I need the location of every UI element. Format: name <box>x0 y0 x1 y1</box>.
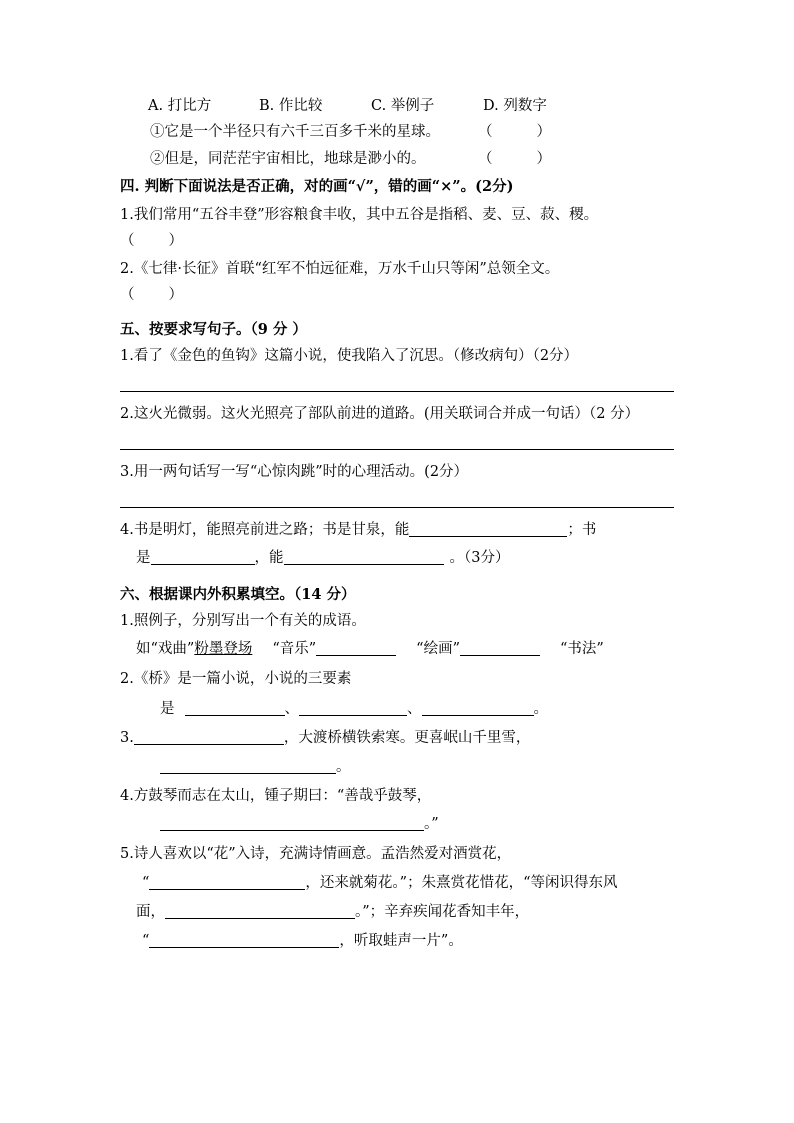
q6-item-5-text-c: 面， <box>136 904 165 920</box>
q5-item-3-text: 3.用一两句话写一写“心惊肉跳”时的心理活动。(2分） <box>120 464 469 480</box>
example-answer: 粉墨登场 <box>194 641 253 657</box>
q5-item-2-text: 2.这火光微弱。这火光照亮了部队前进的道路。(用关联词合并成一句话）（2 分） <box>120 406 640 422</box>
q6-item-3-line-2 <box>160 757 351 777</box>
q4-heading: 四. 判断下面说法是否正确，对的画“√”，错的画“×”。(2分) <box>120 178 514 195</box>
q5-item-4-line-2 <box>136 548 509 568</box>
q5-item-4-text-d: ，能 <box>254 550 284 566</box>
q6-item-4-text: 4.方鼓琴而志在太山，锺子期曰：“善哉乎鼓琴， <box>120 788 432 804</box>
fill-blank[interactable] <box>284 548 444 565</box>
fill-blank[interactable] <box>316 639 396 656</box>
q6-item-2-line-2 <box>160 699 548 719</box>
q6-item-1-text: 1.照例子，分别写出一个有关的成语。 <box>120 613 366 629</box>
q3-item-1-answer-paren[interactable] <box>478 122 551 142</box>
q6-item-3-num: 3. <box>120 730 134 746</box>
q6-item-1-examples <box>136 639 604 659</box>
fill-blank[interactable] <box>151 548 255 565</box>
separator: 、 <box>284 701 299 717</box>
q6-item-2-text-b: 是 <box>160 701 175 717</box>
q6-item-3-line-1 <box>120 728 530 748</box>
q3-item-1-text: ①它是一个半径只有六千三百多千米的星球。 <box>150 124 440 140</box>
q6-item-3-text: ，大渡桥横铁索寒。更喜岷山千里雪， <box>283 730 531 746</box>
answer-line-3[interactable] <box>120 507 674 508</box>
quote-open: “ <box>142 875 150 891</box>
fill-blank[interactable] <box>149 931 339 948</box>
q6-heading: 六、根据课内外积累填空。（14 分） <box>120 586 356 603</box>
q5-item-4-text-b: ；书 <box>567 522 597 538</box>
paren-open: （ <box>478 151 493 167</box>
q6-item-2-text: 2.《桥》是一篇小说，小说的三要素 <box>120 671 352 687</box>
paren-close: ） <box>536 124 551 140</box>
q5-item-4-line-1 <box>120 520 596 540</box>
option-d: D. 列数字 <box>483 98 547 114</box>
paren-close: ） <box>168 233 183 249</box>
q4-item-2-answer-paren[interactable] <box>120 285 183 305</box>
fill-blank[interactable] <box>409 520 567 537</box>
q4-item-1-text: 1.我们常用“五谷丰登”形容粮食丰收，其中五谷是指稻、麦、豆、菽、稷。 <box>120 207 599 223</box>
option-c: C. 举例子 <box>371 98 435 114</box>
fill-blank[interactable] <box>160 757 336 774</box>
separator: 、 <box>407 701 422 717</box>
paren-open: （ <box>120 233 135 249</box>
q6-item-5-text-d: 。”；辛弃疾闻花香知丰年， <box>355 904 530 920</box>
paren-open: （ <box>120 287 135 303</box>
fill-blank[interactable] <box>149 873 305 890</box>
quote-end: 。” <box>424 816 439 832</box>
q3-item-2-answer-paren[interactable] <box>478 149 551 169</box>
paren-open: （ <box>478 124 493 140</box>
q3-item-2-text: ②但是，同茫茫宇宙相比，地球是渺小的。 <box>150 151 426 167</box>
q5-item-4-text-e: 。（3分） <box>449 550 510 566</box>
q5-heading: 五、按要求写句子。（9 分 ） <box>120 321 307 338</box>
fill-blank[interactable] <box>422 699 534 716</box>
example-word: 如“戏曲” <box>136 641 195 657</box>
paren-close: ） <box>168 287 183 303</box>
option-b: B. 作比较 <box>259 98 323 114</box>
fill-blank[interactable] <box>160 814 424 831</box>
q6-item-5-line-4 <box>142 931 463 951</box>
fill-blank[interactable] <box>134 728 284 745</box>
word-calligraphy: “书法” <box>559 641 604 657</box>
q5-item-4-text-c: 是 <box>136 550 151 566</box>
fill-blank[interactable] <box>299 699 407 716</box>
fill-blank[interactable] <box>185 699 285 716</box>
quote-open: “ <box>142 933 150 949</box>
word-painting: “绘画” <box>416 641 460 657</box>
q4-item-1-answer-paren[interactable] <box>120 231 183 251</box>
q6-item-5-line-3 <box>136 902 529 922</box>
q6-item-4-line-2 <box>160 814 439 834</box>
option-a: A. 打比方 <box>148 98 212 114</box>
q4-item-2-text: 2.《七律·长征》首联“红军不怕远征难，万水千山只等闲”总领全文。 <box>120 261 560 277</box>
answer-line-1[interactable] <box>120 391 674 392</box>
answer-line-2[interactable] <box>120 449 674 450</box>
period: 。 <box>533 701 548 717</box>
q3-item-1 <box>150 122 440 142</box>
period: 。 <box>336 759 351 775</box>
word-music: “音乐” <box>272 641 317 657</box>
q6-item-5-text: 5.诗人喜欢以“花”入诗，充满诗情画意。孟浩然爱对酒赏花， <box>120 846 512 862</box>
q5-item-4-text-a: 4.书是明灯，能照亮前进之路；书是甘泉，能 <box>120 522 410 538</box>
q5-item-1-text: 1.看了《金色的鱼钩》这篇小说，使我陷入了沉思。（修改病句）（2分） <box>120 348 579 364</box>
q6-item-5-text-b: ，还来就菊花。”；朱熹赏花惜花，“等闲识得东风 <box>305 875 618 891</box>
q6-item-5-line-2 <box>142 873 618 893</box>
fill-blank[interactable] <box>165 902 355 919</box>
paren-close: ） <box>536 151 551 167</box>
q3-item-2 <box>150 149 426 169</box>
fill-blank[interactable] <box>460 639 540 656</box>
q6-item-5-text-e: ，听取蛙声一片”。 <box>339 933 463 949</box>
